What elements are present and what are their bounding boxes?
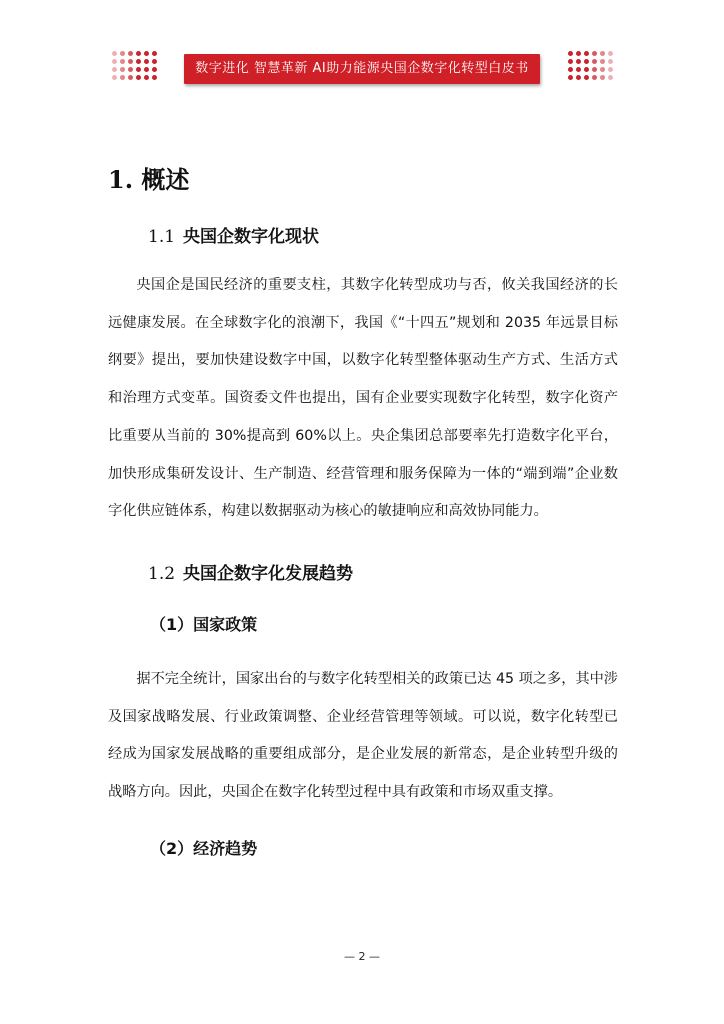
decorative-dot — [568, 59, 573, 64]
subsection-1-2-heading — [148, 559, 353, 584]
decorative-dot — [600, 59, 605, 64]
decorative-dot — [568, 75, 573, 80]
policy-heading: （1）国家政策 — [150, 615, 258, 634]
decorative-dot — [584, 59, 589, 64]
decorative-dot — [120, 75, 125, 80]
economy-heading: （2）经济趋势 — [150, 839, 258, 858]
decorative-dot — [112, 75, 117, 80]
decorative-dot — [120, 51, 125, 56]
decorative-dot — [136, 75, 141, 80]
decorative-dot — [128, 59, 133, 64]
subsection-title: 央国企数字化发展趋势 — [183, 564, 354, 584]
decorative-dot — [584, 67, 589, 72]
decorative-dot — [592, 59, 597, 64]
decorative-dot — [608, 59, 613, 64]
decorative-dot — [144, 75, 149, 80]
decorative-dot — [120, 67, 125, 72]
decorative-dot — [136, 59, 141, 64]
decorative-dot — [120, 59, 125, 64]
subsection-number: 1.2 — [148, 564, 176, 584]
decorative-dot — [592, 67, 597, 72]
decorative-dot — [152, 75, 157, 80]
decorative-dot — [608, 75, 613, 80]
decorative-dot — [600, 75, 605, 80]
subsection-title: 央国企数字化现状 — [183, 227, 320, 247]
subsection-1-1-heading — [148, 222, 319, 247]
decorative-dot — [144, 51, 149, 56]
section-title: 1. 概述 — [108, 165, 190, 194]
decorative-dot — [112, 51, 117, 56]
decorative-dot — [136, 67, 141, 72]
decorative-dot — [568, 51, 573, 56]
decorative-dot — [608, 67, 613, 72]
decorative-dot — [600, 67, 605, 72]
decorative-dot — [576, 75, 581, 80]
decorative-dot-grid-right — [568, 51, 612, 81]
decorative-dot — [584, 51, 589, 56]
decorative-dot — [128, 51, 133, 56]
decorative-dot — [152, 59, 157, 64]
decorative-dot — [152, 67, 157, 72]
decorative-dot-grid-left — [112, 51, 156, 81]
decorative-dot — [152, 51, 157, 56]
decorative-dot — [144, 67, 149, 72]
decorative-dot — [608, 51, 613, 56]
decorative-dot — [136, 51, 141, 56]
subsection-number: 1.1 — [148, 227, 176, 247]
decorative-dot — [568, 67, 573, 72]
decorative-dot — [112, 59, 117, 64]
page-number: — 2 — — [344, 950, 380, 963]
decorative-dot — [144, 59, 149, 64]
paragraph-national-policy: 据不完全统计，国家出台的与数字化转型相关的政策已达 45 项之多，其中涉及国家战略发展、行业政策调整、企业经营管理等领域。可以说，数字化转型已经成为国家发展战略的重要组成部分，是企业发展的新常态，是企业转型升级的战略方向。因此，央国企在数字化转型过程中具有政策和市场双重支撑。 — [108, 671, 618, 801]
decorative-dot — [592, 75, 597, 80]
decorative-dot — [576, 59, 581, 64]
decorative-dot — [584, 75, 589, 80]
decorative-dot — [576, 51, 581, 56]
paragraph-current-status: 央国企是国民经济的重要支柱，其数字化转型成功与否，攸关我国经济的长远健康发展。在全球数字化的浪潮下，我国《“十四五”规划和 2035 年远景目标纲要》提出，要加快建设数字中国，以数字化转型整体驱动生产方式、生活方式和治理方式变革。国资委文件也提出，国有企业要实现数字化转型，数字化资产比重要从当前的 30%提高到 60%以上。央企集团总部要率先打造数字化平台，加快形成集研发设计、生产制造、经营管理和服务保障为一体的“端到端”企业数字化供应链体系，构建以数据驱动为核心的敏捷响应和高效协同能力。 — [108, 277, 618, 520]
decorative-dot — [112, 67, 117, 72]
page-header — [0, 51, 724, 91]
header-banner: 数字进化 智慧革新 AI助力能源央国企数字化转型白皮书 — [184, 54, 540, 84]
decorative-dot — [128, 67, 133, 72]
decorative-dot — [576, 67, 581, 72]
decorative-dot — [592, 51, 597, 56]
decorative-dot — [128, 75, 133, 80]
decorative-dot — [600, 51, 605, 56]
